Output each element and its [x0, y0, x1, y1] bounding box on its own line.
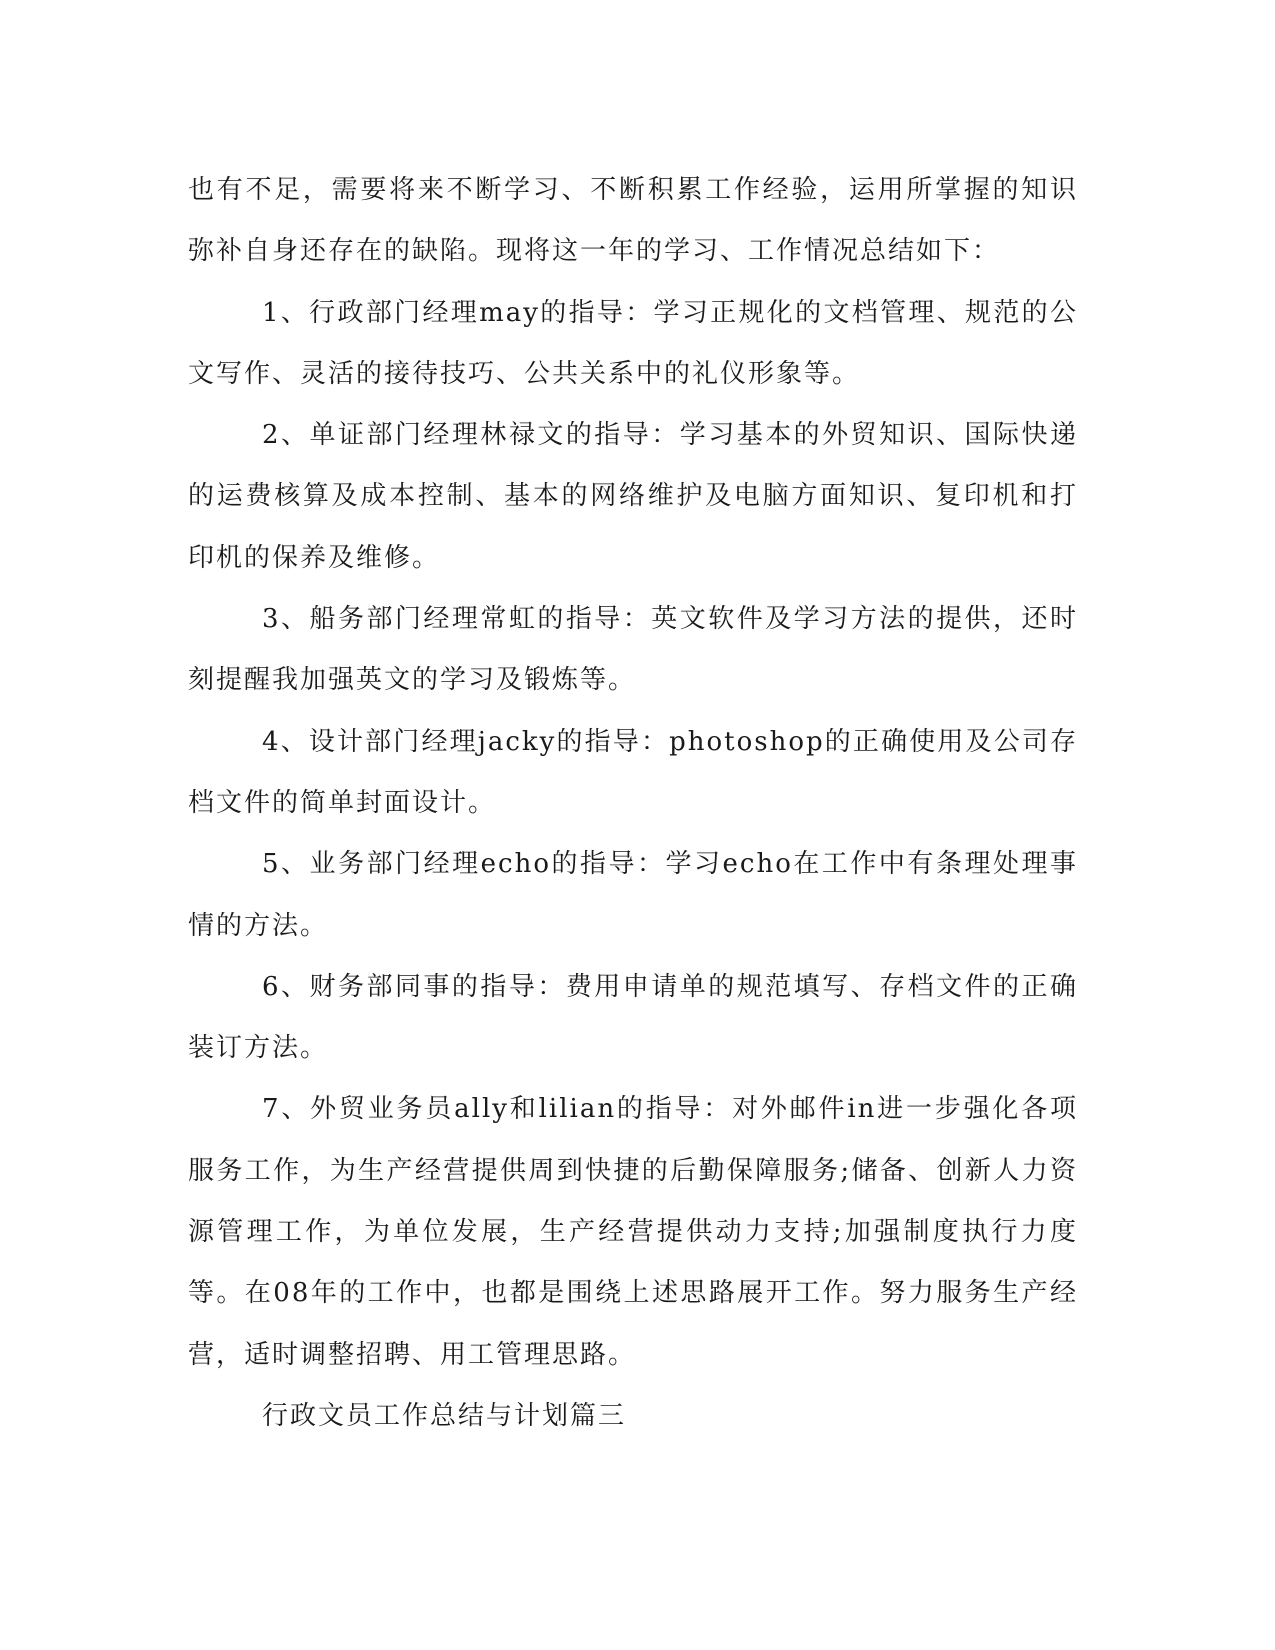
intro-paragraph: 也有不足，需要将来不断学习、不断积累工作经验，运用所掌握的知识弥补自身还存在的缺陷。现将这一年的学习、工作情况总结如下： [188, 175, 1078, 267]
list-item-5: 5、业务部门经理echo的指导：学习echo在工作中有条理处理事情的方法。 [188, 849, 1078, 941]
list-item-1: 1、行政部门经理may的指导：学习正规化的文档管理、规范的公文写作、灵活的接待技巧、公共关系中的礼仪形象等。 [188, 297, 1078, 389]
document-body [188, 160, 1078, 1447]
list-item-3: 3、船务部门经理常虹的指导：英文软件及学习方法的提供，还时刻提醒我加强英文的学习及锻炼等。 [188, 604, 1078, 696]
list-item-2: 2、单证部门经理林禄文的指导：学习基本的外贸知识、国际快递的运费核算及成本控制、基本的网络维护及电脑方面知识、复印机和打印机的保养及维修。 [188, 420, 1078, 573]
list-item-6: 6、财务部同事的指导：费用申请单的规范填写、存档文件的正确装订方法。 [188, 971, 1078, 1064]
list-item-7: 7、外贸业务员ally和lilian的指导：对外邮件in进一步强化各项服务工作，为生产经营提供周到快捷的后勤保障服务;储备、创新人力资源管理工作，为单位发展，生产经营提供动力支持;加强制度执行力度等。在08年的工作中，也都是围绕上述思路展开工作。努力服务生产经营，适时调整招聘、用工管理思路。 [188, 1094, 1078, 1370]
list-item-4: 4、设计部门经理jacky的指导：photoshop的正确使用及公司存档文件的简单封面设计。 [188, 726, 1078, 818]
section-heading: 行政文员工作总结与计划篇三 [262, 1400, 627, 1431]
